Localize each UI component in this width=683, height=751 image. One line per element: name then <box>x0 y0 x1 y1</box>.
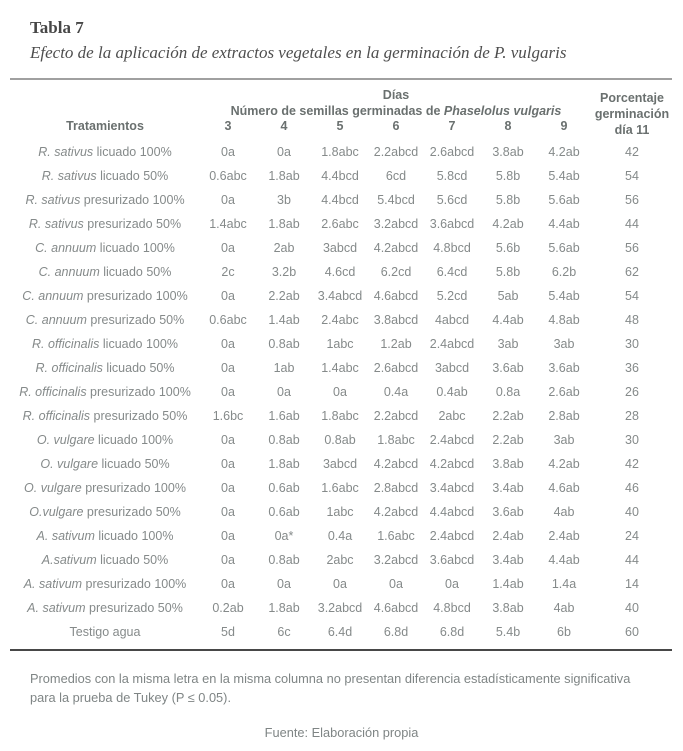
table-row <box>10 572 672 596</box>
header-day-4: 4 <box>280 119 288 133</box>
table-row <box>10 140 672 164</box>
day-value-cell: 0a <box>221 193 235 207</box>
pct-value-cell: 42 <box>625 145 639 159</box>
day-value-cell: 2.2abcd <box>373 145 419 159</box>
day-value-cell: 1.4ab <box>268 313 300 327</box>
treatment-cell <box>10 241 200 255</box>
treatment-rest: presurizado 100% <box>83 289 188 303</box>
table-row <box>10 524 672 548</box>
treatment-rest: presurizado 50% <box>86 313 185 327</box>
day-value-cell: 0a* <box>274 529 294 543</box>
day-value-cell: 4.2abcd <box>373 457 419 471</box>
table-footnote: Promedios con la misma letra en la misma columna no presentan diferencia estadísticamente significativa para la prueba de Tukey (P ≤ 0.05). <box>30 671 631 705</box>
treatment-species: C. annuum <box>22 289 84 303</box>
treatment-rest: presurizado 50% <box>83 505 181 519</box>
treatment-cell <box>10 433 200 447</box>
day-value-cell: 5.8b <box>495 193 521 207</box>
table-row <box>10 452 672 476</box>
treatment-species: R. sativus <box>38 145 94 159</box>
treatment-species: O. vulgare <box>40 457 99 471</box>
treatment-rest: presurizado 50% <box>85 601 183 615</box>
treatment-cell <box>10 265 200 279</box>
day-value-cell: 3.4ab <box>492 481 524 495</box>
day-value-cell: 0a <box>221 433 235 447</box>
treatment-species: C. annuum <box>25 313 87 327</box>
treatment-species: O. vulgare <box>24 481 82 495</box>
day-value-cell: 2.6abc <box>321 217 359 231</box>
treatment-species: R. sativus <box>25 193 81 207</box>
treatment-species: A. sativum <box>36 529 95 543</box>
day-value-cell: 3abcd <box>434 361 470 375</box>
treatment-cell <box>10 601 200 615</box>
day-value-cell: 1.8abc <box>321 409 359 423</box>
day-value-cell: 0a <box>221 337 235 351</box>
day-value-cell: 4.8bcd <box>433 241 471 255</box>
day-value-cell: 0.6ab <box>268 481 300 495</box>
day-value-cell: 4.2abcd <box>373 241 419 255</box>
treatment-cell <box>10 529 200 543</box>
treatment-rest: presurizado 100% <box>86 385 191 399</box>
day-value-cell: 5.2cd <box>436 289 468 303</box>
day-value-cell: 0a <box>221 553 235 567</box>
data-table <box>10 78 672 651</box>
pct-value-cell: 48 <box>625 313 639 327</box>
day-value-cell: 4.4bcd <box>321 169 359 183</box>
treatment-cell <box>10 409 200 423</box>
table-row <box>10 260 672 284</box>
treatment-rest: presurizado 100% <box>82 577 187 591</box>
treatment-cell <box>10 385 200 399</box>
day-value-cell: 0a <box>221 385 235 399</box>
header-dias: Días <box>382 88 410 102</box>
day-value-cell: 2.8ab <box>548 409 580 423</box>
day-value-cell: 2.6ab <box>548 385 580 399</box>
treatment-cell <box>10 481 200 495</box>
pct-value-cell: 30 <box>625 337 639 351</box>
table-row <box>10 476 672 500</box>
treatment-species: O.vulgare <box>29 505 84 519</box>
day-value-cell: 3.6abcd <box>429 217 475 231</box>
treatment-rest: licuado 100% <box>96 241 175 255</box>
table-row <box>10 404 672 428</box>
day-value-cell: 5.6cd <box>436 193 468 207</box>
table-body <box>10 140 672 649</box>
day-value-cell: 5.6b <box>495 241 521 255</box>
treatment-species: A. sativum <box>27 601 86 615</box>
pct-value-cell: 44 <box>625 553 639 567</box>
treatment-rest: licuado 50% <box>99 265 172 279</box>
day-value-cell: 0a <box>221 529 235 543</box>
day-value-cell: 3.2abcd <box>373 217 419 231</box>
day-value-cell: 0a <box>333 577 347 591</box>
table-header <box>10 80 672 140</box>
treatment-species: A.sativum <box>41 553 97 567</box>
pct-value-cell: 28 <box>625 409 639 423</box>
day-value-cell: 3.6ab <box>492 361 524 375</box>
day-value-cell: 0a <box>445 577 459 591</box>
pct-value-cell: 30 <box>625 433 639 447</box>
day-value-cell: 0a <box>389 577 403 591</box>
treatment-cell <box>10 553 200 567</box>
day-value-cell: 1.4abc <box>209 217 247 231</box>
treatment-rest: presurizado 50% <box>90 409 188 423</box>
table-row <box>10 548 672 572</box>
header-day-7: 7 <box>448 119 456 133</box>
treatment-rest: licuado 50% <box>102 361 175 375</box>
day-value-cell: 6.4d <box>327 625 353 639</box>
treatment-cell <box>10 193 200 207</box>
day-value-cell: 2.2ab <box>492 409 524 423</box>
day-value-cell: 3.6ab <box>548 361 580 375</box>
day-value-cell: 2ab <box>273 241 295 255</box>
day-value-cell: 4.2abcd <box>373 505 419 519</box>
treatment-rest: licuado 100% <box>99 337 178 351</box>
table-row <box>10 356 672 380</box>
day-value-cell: 0.6abc <box>209 313 247 327</box>
day-value-cell: 3.2abcd <box>373 553 419 567</box>
pct-value-cell: 36 <box>625 361 639 375</box>
day-value-cell: 5.6ab <box>548 193 580 207</box>
treatment-species: R. officinalis <box>35 361 103 375</box>
day-value-cell: 1ab <box>273 361 295 375</box>
pct-value-cell: 24 <box>625 529 639 543</box>
day-value-cell: 3.4ab <box>492 553 524 567</box>
day-value-cell: 1.6ab <box>268 409 300 423</box>
day-value-cell: 1.4a <box>551 577 577 591</box>
day-value-cell: 1.8ab <box>268 217 300 231</box>
header-day-3: 3 <box>224 119 232 133</box>
treatment-rest: licuado 50% <box>98 457 170 471</box>
day-value-cell: 1abc <box>326 337 354 351</box>
treatment-cell <box>10 505 200 519</box>
day-value-cell: 1.6abc <box>377 529 415 543</box>
day-value-cell: 4.8bcd <box>433 601 471 615</box>
day-value-cell: 1.2ab <box>380 337 412 351</box>
treatment-cell <box>10 577 200 591</box>
table-row <box>10 308 672 332</box>
day-value-cell: 2.6abcd <box>373 361 419 375</box>
day-value-cell: 1abc <box>326 505 354 519</box>
treatment-species: A. sativum <box>23 577 83 591</box>
pct-value-cell: 56 <box>625 193 639 207</box>
source-line: Fuente: Elaboración propia <box>264 725 419 740</box>
day-value-cell: 3.4abcd <box>317 289 363 303</box>
treatment-cell <box>10 313 200 327</box>
day-value-cell: 4.2ab <box>492 217 524 231</box>
treatment-cell <box>10 457 200 471</box>
day-value-cell: 0.8ab <box>324 433 356 447</box>
pct-value-cell: 40 <box>625 505 639 519</box>
table-row <box>10 500 672 524</box>
day-value-cell: 2.6abcd <box>429 145 475 159</box>
header-percentage <box>592 90 672 138</box>
day-value-cell: 6.8d <box>439 625 465 639</box>
treatment-cell <box>10 289 200 303</box>
day-value-cell: 2.4abc <box>321 313 359 327</box>
day-value-cell: 0.8a <box>495 385 521 399</box>
day-value-cell: 0.6abc <box>209 169 247 183</box>
day-value-cell: 0.4ab <box>436 385 468 399</box>
day-value-cell: 2.4ab <box>492 529 524 543</box>
day-value-cell: 3abcd <box>322 241 358 255</box>
day-value-cell: 2.2abcd <box>373 409 419 423</box>
day-value-cell: 0a <box>277 577 291 591</box>
day-value-cell: 5.4ab <box>548 289 580 303</box>
day-value-cell: 4ab <box>553 505 575 519</box>
day-value-cell: 1.8abc <box>377 433 415 447</box>
day-value-cell: 2abc <box>438 409 466 423</box>
day-value-cell: 0a <box>221 505 235 519</box>
treatment-species: R. officinalis <box>19 385 87 399</box>
pct-value-cell: 54 <box>625 289 639 303</box>
day-value-cell: 4.2abcd <box>429 457 475 471</box>
table-row <box>10 596 672 620</box>
day-value-cell: 1.8ab <box>268 169 300 183</box>
treatment-rest: presurizado 100% <box>81 481 186 495</box>
pct-value-cell: 56 <box>625 241 639 255</box>
day-value-cell: 2c <box>221 265 235 279</box>
table-row <box>10 164 672 188</box>
day-value-cell: 3.8ab <box>492 457 524 471</box>
table-row <box>10 212 672 236</box>
table-row <box>10 332 672 356</box>
header-treatments: Tratamientos <box>66 119 144 133</box>
day-value-cell: 0.4a <box>327 529 353 543</box>
treatment-cell <box>10 217 200 231</box>
day-value-cell: 5.4b <box>495 625 521 639</box>
day-value-cell: 3ab <box>497 337 519 351</box>
header-day-5: 5 <box>336 119 344 133</box>
day-value-cell: 0.2ab <box>212 601 244 615</box>
header-percentage-line1: Porcentaje <box>600 90 664 105</box>
day-value-cell: 0a <box>221 361 235 375</box>
day-value-cell: 3.2b <box>271 265 297 279</box>
day-value-cell: 1.8ab <box>268 457 300 471</box>
treatment-rest: licuado 50% <box>96 553 169 567</box>
treatment-rest: presurizado 100% <box>80 193 185 207</box>
day-value-cell: 4.4abcd <box>429 505 475 519</box>
day-value-cell: 2.4ab <box>548 529 580 543</box>
header-day-6: 6 <box>392 119 400 133</box>
day-value-cell: 4.4bcd <box>321 193 359 207</box>
day-value-cell: 4.6cd <box>324 265 356 279</box>
treatment-rest: licuado 100% <box>94 433 174 447</box>
day-value-cell: 4.6abcd <box>373 289 419 303</box>
day-value-cell: 0a <box>333 385 347 399</box>
day-value-cell: 0a <box>221 577 235 591</box>
day-value-cell: 6.8d <box>383 625 409 639</box>
treatment-rest: licuado 50% <box>96 169 169 183</box>
day-value-cell: 0.4a <box>383 385 409 399</box>
treatment-cell <box>10 169 200 183</box>
treatment-cell <box>10 145 200 159</box>
day-value-cell: 6.2cd <box>380 265 412 279</box>
day-value-cell: 4.4ab <box>548 553 580 567</box>
table-row <box>10 620 672 644</box>
day-value-cell: 2.8abcd <box>373 481 419 495</box>
table-row <box>10 380 672 404</box>
treatment-rest: Testigo agua <box>69 625 141 639</box>
day-value-cell: 0.8ab <box>268 553 300 567</box>
day-value-cell: 6cd <box>385 169 407 183</box>
pct-value-cell: 40 <box>625 601 639 615</box>
day-value-cell: 4ab <box>553 601 575 615</box>
table-row <box>10 236 672 260</box>
day-value-cell: 3b <box>277 193 291 207</box>
treatment-cell <box>10 625 200 639</box>
day-value-cell: 4abcd <box>434 313 470 327</box>
treatment-cell <box>10 337 200 351</box>
table-row <box>10 188 672 212</box>
treatment-species: R. sativus <box>41 169 97 183</box>
header-group-species: Phaselolus vulgaris <box>443 104 562 118</box>
day-value-cell: 0.8ab <box>268 433 300 447</box>
day-value-cell: 3.6abcd <box>429 553 475 567</box>
treatment-species: R. officinalis <box>32 337 100 351</box>
day-value-cell: 4.6ab <box>548 481 580 495</box>
day-value-cell: 3.8abcd <box>373 313 419 327</box>
day-value-cell: 3ab <box>553 433 575 447</box>
day-value-cell: 0a <box>221 457 235 471</box>
day-value-cell: 0a <box>221 145 235 159</box>
table-row <box>10 428 672 452</box>
pct-value-cell: 54 <box>625 169 639 183</box>
header-day-8: 8 <box>504 119 512 133</box>
day-value-cell: 1.4ab <box>492 577 524 591</box>
day-value-cell: 1.8abc <box>321 145 359 159</box>
day-value-cell: 5d <box>221 625 235 639</box>
table-caption <box>0 0 683 66</box>
day-value-cell: 1.8ab <box>268 601 300 615</box>
pct-value-cell: 62 <box>625 265 639 279</box>
day-value-cell: 2.4abcd <box>429 433 475 447</box>
header-group-label <box>200 103 592 119</box>
day-value-cell: 2.2ab <box>492 433 524 447</box>
table-subtitle: Efecto de la aplicación de extractos vegetales en la germinación de P. vulgaris <box>30 43 567 62</box>
day-value-cell: 0a <box>221 289 235 303</box>
day-value-cell: 5ab <box>497 289 519 303</box>
day-value-cell: 6.2b <box>551 265 577 279</box>
table-number-title: Tabla 7 <box>30 18 84 37</box>
day-value-cell: 4.2ab <box>548 457 580 471</box>
day-value-cell: 2abc <box>326 553 354 567</box>
day-value-cell: 3.8ab <box>492 601 524 615</box>
day-value-cell: 5.8b <box>495 265 521 279</box>
day-value-cell: 3ab <box>553 337 575 351</box>
day-value-cell: 1.6bc <box>212 409 244 423</box>
day-value-cell: 4.4ab <box>548 217 580 231</box>
treatment-cell <box>10 361 200 375</box>
header-day-9: 9 <box>560 119 568 133</box>
day-value-cell: 6c <box>277 625 291 639</box>
day-value-cell: 5.4ab <box>548 169 580 183</box>
day-value-cell: 2.4abcd <box>429 529 475 543</box>
day-value-cell: 0.6ab <box>268 505 300 519</box>
day-value-cell: 0a <box>221 241 235 255</box>
day-value-cell: 0a <box>221 481 235 495</box>
treatment-rest: licuado 100% <box>94 529 174 543</box>
day-value-cell: 0a <box>277 385 291 399</box>
day-value-cell: 2.4abcd <box>429 337 475 351</box>
treatment-rest: licuado 100% <box>93 145 172 159</box>
treatment-species: R. sativus <box>28 217 84 231</box>
day-value-cell: 3.4abcd <box>429 481 475 495</box>
treatment-species: R. officinalis <box>22 409 91 423</box>
day-value-cell: 6.4cd <box>436 265 468 279</box>
treatment-species: O. vulgare <box>36 433 95 447</box>
day-value-cell: 4.6abcd <box>373 601 419 615</box>
table-row <box>10 284 672 308</box>
day-value-cell: 4.8ab <box>548 313 580 327</box>
day-value-cell: 1.6abc <box>321 481 359 495</box>
pct-value-cell: 14 <box>625 577 639 591</box>
header-group-prefix: Número de semillas germinadas de <box>230 104 444 118</box>
day-value-cell: 5.6ab <box>548 241 580 255</box>
treatment-rest: presurizado 50% <box>83 217 182 231</box>
day-value-cell: 3.6ab <box>492 505 524 519</box>
day-value-cell: 0a <box>277 145 291 159</box>
pct-value-cell: 44 <box>625 217 639 231</box>
day-value-cell: 3abcd <box>322 457 358 471</box>
day-value-cell: 4.4ab <box>492 313 524 327</box>
day-value-cell: 0.8ab <box>268 337 300 351</box>
day-value-cell: 4.2ab <box>548 145 580 159</box>
day-value-cell: 2.2ab <box>268 289 300 303</box>
day-value-cell: 3.2abcd <box>317 601 363 615</box>
pct-value-cell: 46 <box>625 481 639 495</box>
header-percentage-line2: germinación <box>594 106 670 121</box>
day-value-cell: 5.4bcd <box>377 193 415 207</box>
pct-value-cell: 42 <box>625 457 639 471</box>
pct-value-cell: 26 <box>625 385 639 399</box>
treatment-species: C. annuum <box>38 265 100 279</box>
day-value-cell: 5.8b <box>495 169 521 183</box>
treatment-species: C. annuum <box>35 241 97 255</box>
day-value-cell: 3.8ab <box>492 145 524 159</box>
day-value-cell: 6b <box>557 625 571 639</box>
header-percentage-line3: día 11 <box>614 122 650 137</box>
day-value-cell: 5.8cd <box>436 169 468 183</box>
pct-value-cell: 60 <box>625 625 639 639</box>
day-value-cell: 1.4abc <box>321 361 359 375</box>
